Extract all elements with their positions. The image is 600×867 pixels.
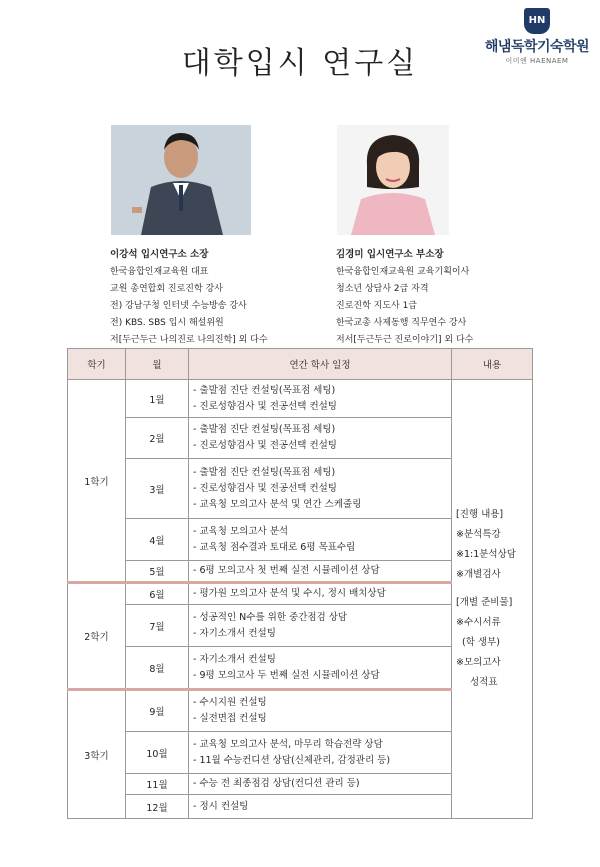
note-line: (학 생부) <box>462 637 500 648</box>
note-line: [개별 준비물] <box>456 597 513 608</box>
schedule-cell <box>189 647 452 690</box>
schedule-cell <box>189 732 452 774</box>
content-notes <box>452 380 533 819</box>
month-cell: 5월 <box>126 561 189 583</box>
schedule-item: - 수능 전 최종점검 상담(컨디션 관리 등) <box>193 778 360 789</box>
schedule-item: - 성공적인 N수를 위한 중간점검 상담 <box>193 611 348 623</box>
schedule-cell <box>189 418 452 459</box>
vice-director-career: 진로진학 지도사 1급 <box>336 301 418 311</box>
director-photo <box>111 125 251 235</box>
director-career: 전) KBS. SBS 입시 해설위원 <box>110 318 224 328</box>
schedule-cell <box>189 459 452 519</box>
month-cell: 11월 <box>126 774 189 795</box>
month-cell: 10월 <box>126 732 189 774</box>
director-name: 이강석 입시연구소 소장 <box>110 249 209 260</box>
semester-cell: 3학기 <box>68 690 126 819</box>
vice-director-career: 한국융합인재교육원 교육기획이사 <box>336 267 470 277</box>
schedule-cell <box>189 380 452 418</box>
schedule-item: - 실전면접 컨설팅 <box>193 713 267 724</box>
month-cell: 12월 <box>126 795 189 819</box>
header-month: 월 <box>126 349 189 380</box>
schedule-item: - 자기소개서 컨설팅 <box>193 627 276 639</box>
logo-name: 해냄독학기숙학원 <box>484 39 590 55</box>
director-career: 교원 총연합회 진로진학 강사 <box>110 284 223 294</box>
vice-director-profile <box>336 246 473 349</box>
month-cell: 6월 <box>126 583 189 605</box>
schedule-cell <box>189 690 452 732</box>
schedule-item: - 정시 컨설팅 <box>193 800 249 812</box>
header-schedule: 연간 학사 일정 <box>189 349 452 380</box>
month-cell: 1월 <box>126 380 189 418</box>
logo-subtitle: 이미엔 HAENAEM <box>505 57 569 65</box>
schedule-item: - 교육청 모의고사 분석 및 연간 스케줄링 <box>193 498 362 510</box>
header-content: 내용 <box>452 349 533 380</box>
semester-cell: 1학기 <box>68 380 126 583</box>
schedule-item: - 진로성향검사 및 전공선택 컨설팅 <box>193 400 337 412</box>
note-line: [진행 내용] <box>456 509 504 520</box>
schedule-item: - 수시지원 컨설팅 <box>193 697 267 708</box>
month-cell: 2월 <box>126 418 189 459</box>
note-line: ※수시서류 <box>456 617 501 628</box>
director-career: 저[두근두근 나의진로 나의진학] 외 다수 <box>110 335 268 345</box>
schedule-table <box>67 348 533 819</box>
note-line <box>456 585 531 593</box>
schedule-item: - 출발점 진단 컨설팅(목표점 세팅) <box>193 466 336 478</box>
logo-badge: HN <box>524 8 550 34</box>
director-career: 한국융합인재교육원 대표 <box>110 267 209 277</box>
schedule-cell <box>189 519 452 561</box>
vice-director-career: 저서[두근두근 진로이야기] 외 다수 <box>336 335 474 345</box>
schedule-item: - 출발점 진단 컨설팅(목표점 세팅) <box>193 384 336 396</box>
note-line: 성적표 <box>470 677 498 688</box>
header-semester: 학기 <box>68 349 126 380</box>
director-career: 전) 강남구청 인터넷 수능방송 강사 <box>110 301 247 311</box>
schedule-item: - 교육청 점수결과 토대로 6평 목표수립 <box>193 541 356 553</box>
schedule-item: - 6평 모의고사 첫 번째 실전 시뮬레이션 상담 <box>193 565 380 576</box>
schedule-item: - 자기소개서 컨설팅 <box>193 653 276 665</box>
note-line: ※개별검사 <box>456 569 501 580</box>
note-line: ※1:1분석상담 <box>456 549 516 560</box>
schedule-cell <box>189 583 452 605</box>
month-cell: 7월 <box>126 605 189 647</box>
director-profile <box>110 246 268 349</box>
schedule-cell <box>189 561 452 583</box>
month-cell: 8월 <box>126 647 189 690</box>
schedule-item: - 9평 모의고사 두 번째 실전 시뮬레이션 상담 <box>193 669 380 681</box>
schedule-cell <box>189 795 452 819</box>
schedule-item: - 교육청 모의고사 분석, 마무리 학습전략 상담 <box>193 738 383 750</box>
schedule-item: - 교육청 모의고사 분석 <box>193 525 289 537</box>
note-line: ※모의고사 <box>456 657 501 668</box>
vice-director-career: 청소년 상담사 2급 자격 <box>336 284 429 294</box>
vice-director-career: 한국교총 사제동행 직무연수 강사 <box>336 318 467 328</box>
schedule-item: - 진로성향검사 및 전공선택 컨설팅 <box>193 440 337 451</box>
schedule-item: - 출발점 진단 컨설팅(목표점 세팅) <box>193 424 336 435</box>
schedule-item: - 11월 수능컨디션 상담(신체관리, 감정관리 등) <box>193 754 391 766</box>
note-line: ※분석특강 <box>456 529 501 540</box>
vice-director-name: 김경미 입시연구소 부소장 <box>336 249 444 260</box>
page-title: 대학입시 연구실 <box>181 46 419 81</box>
month-cell: 4월 <box>126 519 189 561</box>
table-row <box>68 380 533 418</box>
vice-director-photo <box>337 125 449 235</box>
semester-cell: 2학기 <box>68 583 126 690</box>
schedule-cell <box>189 605 452 647</box>
schedule-item: - 평가원 모의고사 분석 및 수시, 정시 배치상담 <box>193 588 386 599</box>
schedule-item: - 진로성향검사 및 전공선택 컨설팅 <box>193 482 337 494</box>
table-header-row <box>68 349 533 380</box>
month-cell: 3월 <box>126 459 189 519</box>
month-cell: 9월 <box>126 690 189 732</box>
schedule-cell <box>189 774 452 795</box>
